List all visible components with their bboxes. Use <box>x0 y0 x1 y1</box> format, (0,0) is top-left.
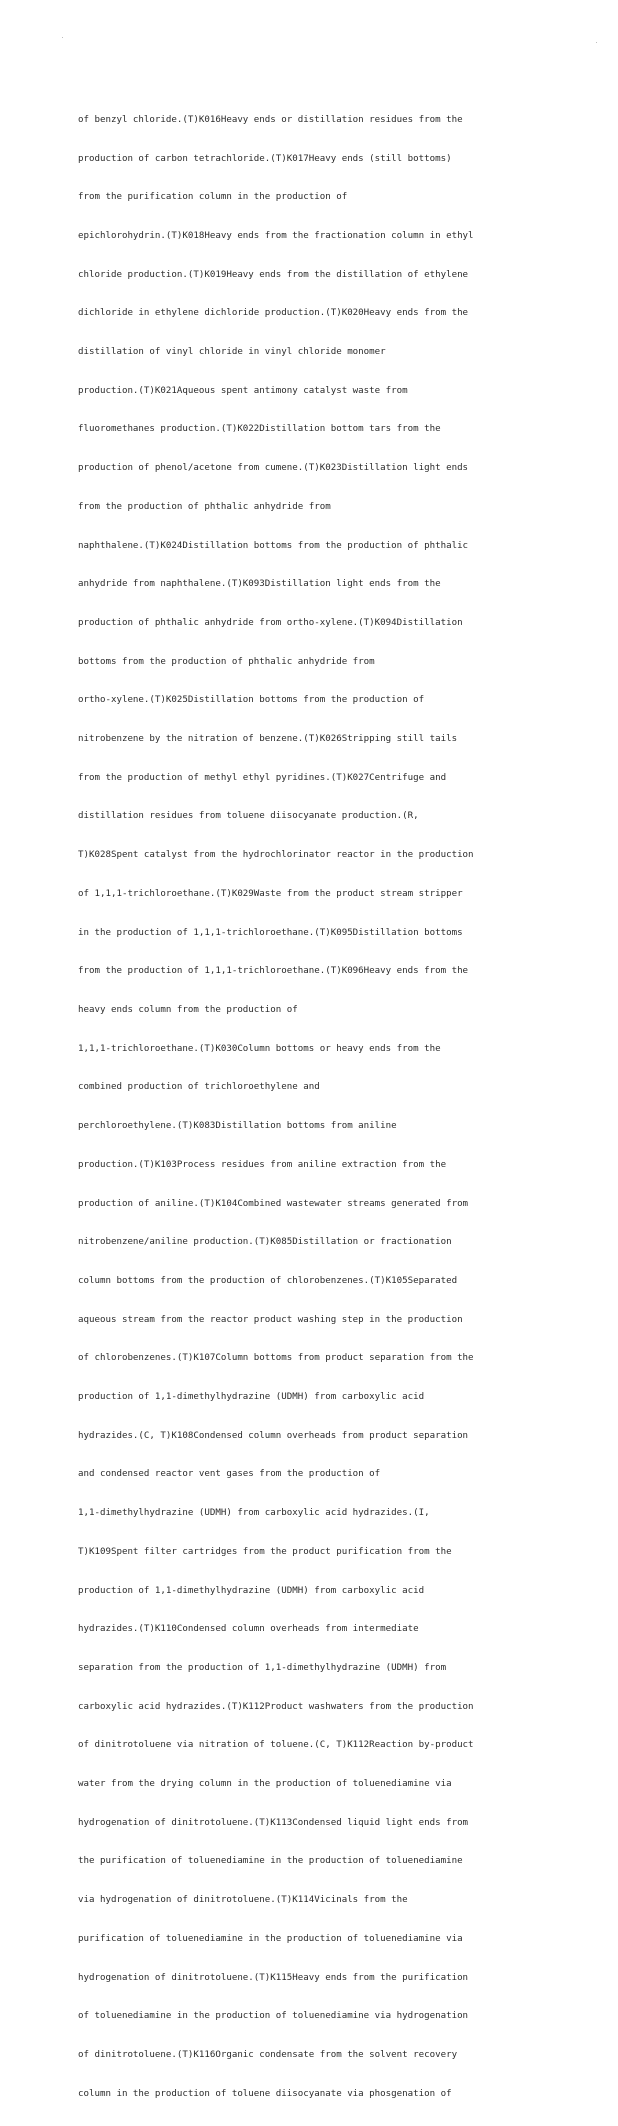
text-line: from the production of methyl ethyl pyridines.(T)K027Centrifuge and <box>78 772 447 783</box>
text-line: hydrazides.(T)K110Condensed column overheads from intermediate <box>78 1624 419 1635</box>
text-line: 1,1,1-trichloroethane.(T)K030Column bottoms or heavy ends from the <box>78 1043 441 1054</box>
text-line: in the production of 1,1,1-trichloroethane.(T)K095Distillation bottoms <box>78 927 463 938</box>
text-line: from the production of phthalic anhydride from <box>78 501 331 512</box>
text-line: hydrogenation of dinitrotoluene.(T)K115Heavy ends from the purification <box>78 1972 469 1983</box>
text-line: hydrazides.(C, T)K108Condensed column overheads from product separation <box>78 1430 469 1441</box>
text-line: purification of toluenediamine in the production of toluenediamine via <box>78 1933 463 1944</box>
text-line: naphthalene.(T)K024Distillation bottoms from the production of phthalic <box>78 540 469 551</box>
text-line: combined production of trichloroethylene and <box>78 1082 320 1093</box>
text-line: nitrobenzene by the nitration of benzene.(T)K026Stripping still tails <box>78 734 458 745</box>
text-line: hydrogenation of dinitrotoluene.(T)K113Condensed liquid light ends from <box>78 1817 469 1828</box>
text-line: production of carbon tetrachloride.(T)K017Heavy ends (still bottoms) <box>78 153 452 164</box>
text-line: production of aniline.(T)K104Combined wastewater streams generated from <box>78 1198 469 1209</box>
text-line: dichloride in ethylene dichloride production.(T)K020Heavy ends from the <box>78 308 469 319</box>
text-line: production.(T)K103Process residues from aniline extraction from the <box>78 1159 447 1170</box>
text-line: chloride production.(T)K019Heavy ends from the distillation of ethylene <box>78 269 469 280</box>
text-line: production of 1,1-dimethylhydrazine (UDMH) from carboxylic acid <box>78 1585 425 1596</box>
text-line: fluoromethanes production.(T)K022Distillation bottom tars from the <box>78 424 441 435</box>
text-line: bottoms from the production of phthalic anhydride from <box>78 656 375 667</box>
text-line: from the production of 1,1,1-trichloroethane.(T)K096Heavy ends from the <box>78 966 469 977</box>
text-line: of 1,1,1-trichloroethane.(T)K029Waste from the product stream stripper <box>78 888 463 899</box>
text-line: production of 1,1-dimethylhydrazine (UDMH) from carboxylic acid <box>78 1392 425 1403</box>
text-line: distillation residues from toluene diisocyanate production.(R, <box>78 811 419 822</box>
text-line: carboxylic acid hydrazides.(T)K112Product washwaters from the production <box>78 1701 474 1712</box>
document-body <box>78 88 598 2126</box>
text-line: column bottoms from the production of chlorobenzenes.(T)K105Separated <box>78 1275 458 1286</box>
text-line: T)K109Spent filter cartridges from the product purification from the <box>78 1546 452 1557</box>
text-line: heavy ends column from the production of <box>78 1004 298 1015</box>
scan-speck <box>596 42 597 43</box>
text-line: via hydrogenation of dinitrotoluene.(T)K114Vicinals from the <box>78 1895 408 1906</box>
text-line: the purification of toluenediamine in the production of toluenediamine <box>78 1856 463 1867</box>
text-line: production.(T)K021Aqueous spent antimony catalyst waste from <box>78 385 408 396</box>
text-line: anhydride from naphthalene.(T)K093Distillation light ends from the <box>78 579 441 590</box>
text-line: column in the production of toluene diisocyanate via phosgenation of <box>78 2088 452 2099</box>
text-line: ortho-xylene.(T)K025Distillation bottoms from the production of <box>78 695 425 706</box>
text-line: of chlorobenzenes.(T)K107Column bottoms from product separation from the <box>78 1353 474 1364</box>
text-line: aqueous stream from the reactor product washing step in the production <box>78 1314 463 1325</box>
text-line: perchloroethylene.(T)K083Distillation bottoms from aniline <box>78 1121 397 1132</box>
text-line: of toluenediamine in the production of toluenediamine via hydrogenation <box>78 2011 469 2022</box>
text-line: epichlorohydrin.(T)K018Heavy ends from the fractionation column in ethyl <box>78 230 474 241</box>
text-line: production of phthalic anhydride from ortho-xylene.(T)K094Distillation <box>78 617 463 628</box>
text-line: nitrobenzene/aniline production.(T)K085Distillation or fractionation <box>78 1237 452 1248</box>
text-line: of dinitrotoluene via nitration of toluene.(C, T)K112Reaction by-product <box>78 1740 474 1751</box>
text-line: and condensed reactor vent gases from the production of <box>78 1469 381 1480</box>
text-line: 1,1-dimethylhydrazine (UDMH) from carboxylic acid hydrazides.(I, <box>78 1508 430 1519</box>
text-line: of dinitrotoluene.(T)K116Organic condensate from the solvent recovery <box>78 2049 458 2060</box>
text-line: separation from the production of 1,1-dimethylhydrazine (UDMH) from <box>78 1662 447 1673</box>
text-line: water from the drying column in the production of toluenediamine via <box>78 1779 452 1790</box>
text-line: distillation of vinyl chloride in vinyl chloride monomer <box>78 347 386 358</box>
text-line: from the purification column in the production of <box>78 192 348 203</box>
text-line: T)K028Spent catalyst from the hydrochlorinator reactor in the production <box>78 850 474 861</box>
text-line: of benzyl chloride.(T)K016Heavy ends or distillation residues from the <box>78 114 463 125</box>
text-line: production of phenol/acetone from cumene.(T)K023Distillation light ends <box>78 463 469 474</box>
scan-speck <box>62 37 63 38</box>
